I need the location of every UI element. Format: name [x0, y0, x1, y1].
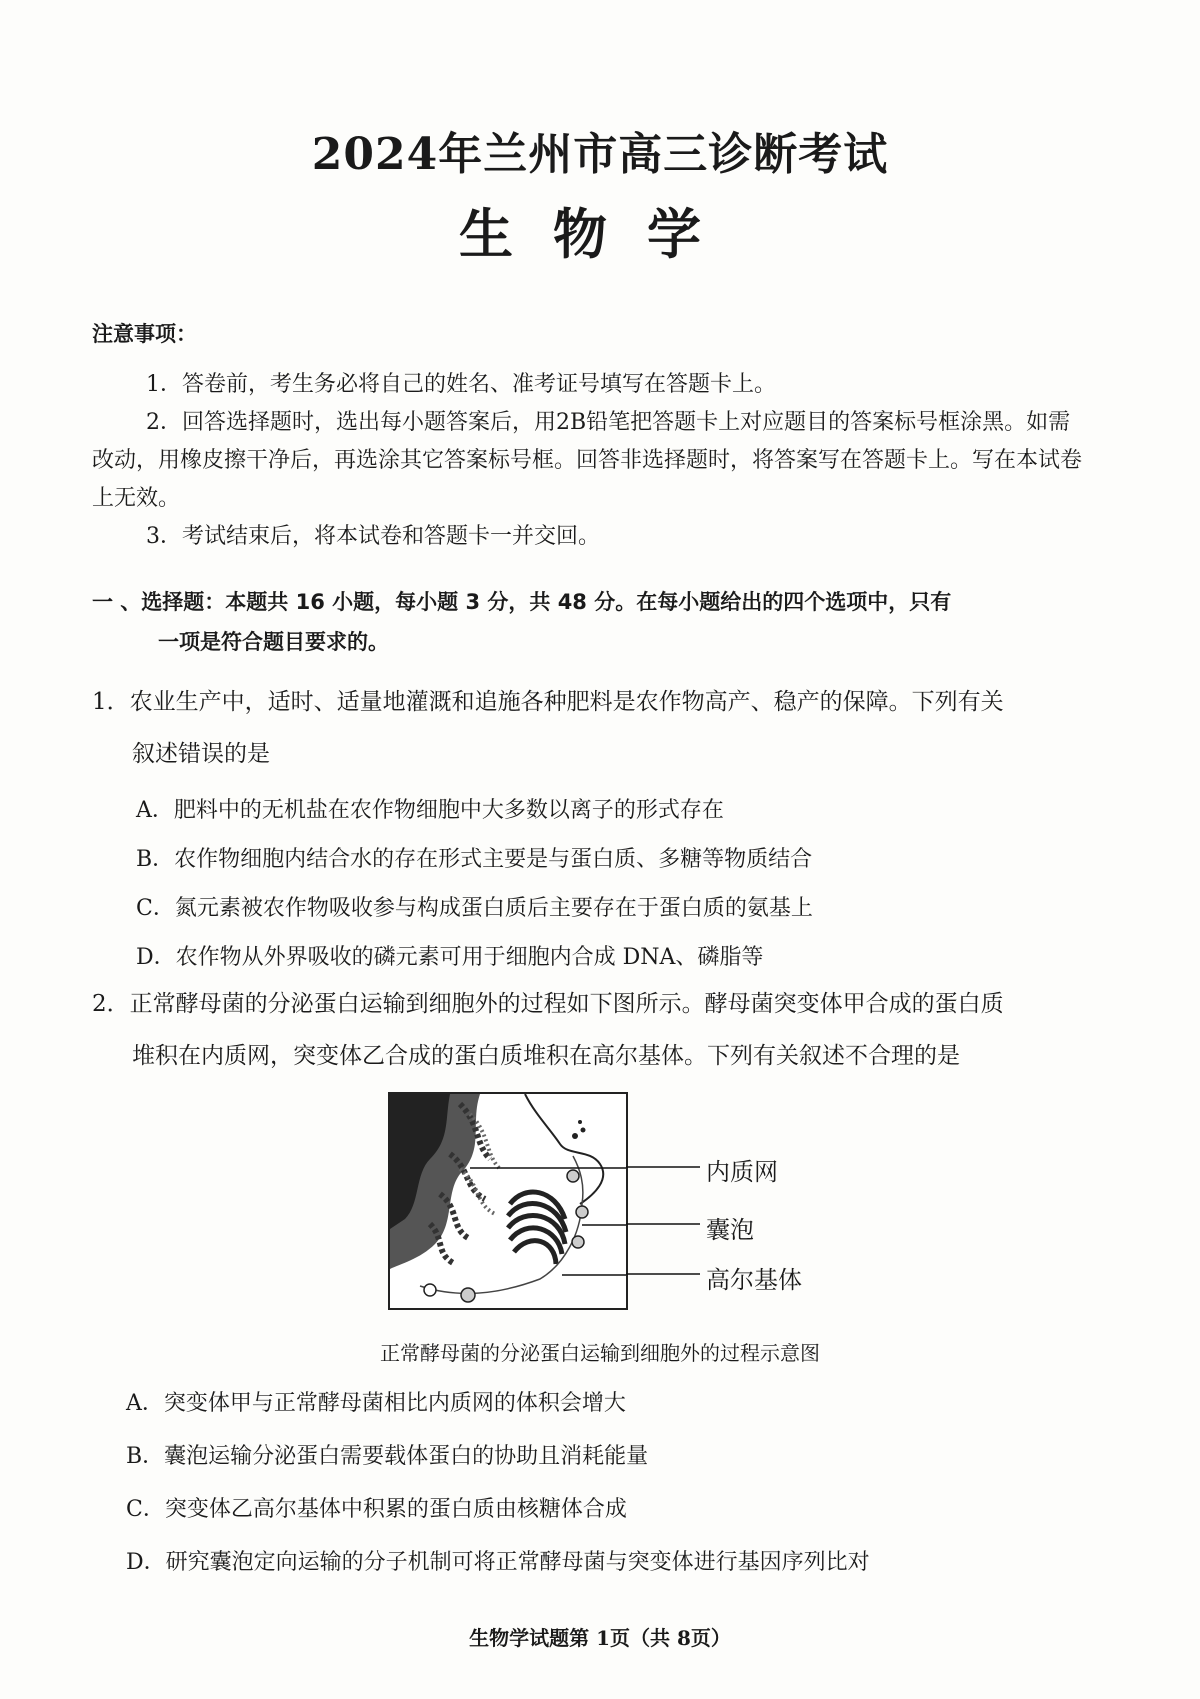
page-footer: 生物学试题第 1页（共 8页） — [469, 1626, 731, 1650]
label-er: 内质网 — [706, 1158, 778, 1186]
vesicle — [461, 1288, 475, 1302]
label-golgi: 高尔基体 — [706, 1266, 802, 1294]
q1-option-a: A．肥料中的无机盐在农作物细胞中大多数以离子的形式存在 — [136, 798, 724, 823]
secretion-dot — [581, 1128, 586, 1133]
question-2-line-2: 堆积在内质网，突变体乙合成的蛋白质堆积在高尔基体。下列有关叙述不合理的是 — [132, 1043, 960, 1069]
section-line-2: 一项是符合题目要求的。 — [158, 630, 389, 654]
label-vesicle: 囊泡 — [706, 1216, 754, 1244]
exam-title: 2024年兰州市高三诊断考试 — [311, 129, 889, 180]
secretion-dot — [572, 1133, 578, 1139]
question-1-stem — [92, 676, 1092, 780]
question-2-stem — [92, 978, 1092, 1082]
notice-item-2: 2．回答选择题时，选出每小题答案后，用2B铅笔把答题卡上对应题目的答案标号框涂黑。如需改动，用橡皮擦干净后，再选涂其它答案标号框。回答非选择题时，将答案写在答题卡上。写在本试卷上无效。 — [92, 410, 1083, 511]
notice-heading: 注意事项： — [92, 322, 197, 346]
q2-option-d: D．研究囊泡定向运输的分子机制可将正常酵母菌与突变体进行基因序列比对 — [126, 1550, 870, 1575]
leader-line-extensions — [626, 1092, 706, 1312]
question-1-line-2: 叙述错误的是 — [132, 741, 270, 767]
figure-caption: 正常酵母菌的分泌蛋白运输到细胞外的过程示意图 — [380, 1341, 820, 1365]
q1-option-b: B．农作物细胞内结合水的存在形式主要是与蛋白质、多糖等物质结合 — [136, 847, 813, 872]
vesicle — [424, 1284, 436, 1296]
q2-option-c: C．突变体乙高尔基体中积累的蛋白质由核糖体合成 — [126, 1497, 627, 1522]
notice-item-3: 3．考试结束后，将本试卷和答题卡一并交回。 — [146, 524, 600, 549]
vesicle — [572, 1236, 584, 1248]
cell-diagram-svg — [390, 1094, 626, 1308]
notice-item-1: 1．答卷前，考生务必将自己的姓名、准考证号填写在答题卡上。 — [146, 372, 776, 397]
vesicle — [576, 1206, 588, 1218]
section-heading — [92, 582, 1092, 662]
q2-option-a: A．突变体甲与正常酵母菌相比内质网的体积会增大 — [126, 1391, 626, 1416]
q1-option-c: C．氮元素被农作物吸收参与构成蛋白质后主要存在于蛋白质的氨基上 — [136, 896, 813, 921]
question-1-line-1: 1．农业生产中，适时、适量地灌溉和追施各种肥料是农作物高产、稳产的保障。下列有关 — [92, 689, 1004, 715]
subject-title: 生物学 — [459, 203, 741, 266]
secretion-dot — [578, 1120, 582, 1124]
q2-option-b: B．囊泡运输分泌蛋白需要载体蛋白的协助且消耗能量 — [126, 1444, 649, 1469]
q1-option-d: D．农作物从外界吸收的磷元素可用于细胞内合成 DNA、磷脂等 — [136, 945, 764, 970]
section-line-1: 一 、选择题：本题共 16 小题，每小题 3 分，共 48 分。在每小题给出的四个选项中，只有 — [92, 590, 952, 614]
vesicle — [567, 1170, 579, 1182]
golgi-stacks — [508, 1192, 566, 1264]
cell-membrane — [525, 1094, 603, 1204]
question-2-line-1: 2．正常酵母菌的分泌蛋白运输到细胞外的过程如下图所示。酵母菌突变体甲合成的蛋白质 — [92, 991, 1004, 1017]
cell-diagram — [388, 1092, 628, 1310]
